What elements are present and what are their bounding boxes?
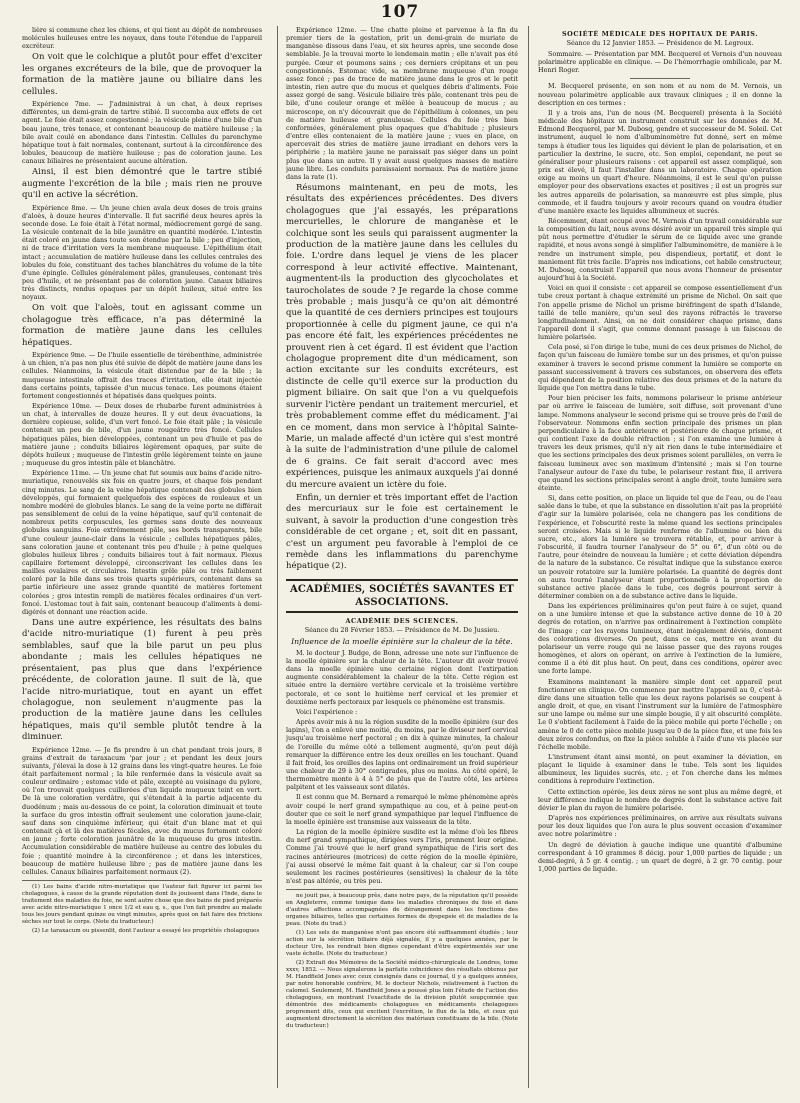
footnote: (1) Les bains d'acide nitro-muriatique que l'auteur fait figurer ici parmi les cholagogues, à cause de la grande réputation dont ils jouissent dans l'Inde, dans le traitement des maladies du foie, ne sont autre chose que des bains de pied préparés avec acide nitro-muriatique 1 once 1/2 et eau q. s., que l'on fait prendre au malade tous les jours pendant quinze ou vingt minutes, après quoi on fait faire des frictions sèches sur tout le corps. (Note du traducteur.) [22, 884, 262, 926]
paragraph: Dans une autre expérience, les résultats des bains d'acide nitro-muriatique (1) furent à peu près semblables, sauf que la bile parut un peu plus abondante ; mais les cellules hépatiques ne présentaient, pas plus que dans l'expérience précédente, de coloration jaune. Il suit de là, que l'acide nitro-muriatique, tout en ayant un effet cholagogue, non seulement n'augmente pas la production de la matière jaune dans les cellules hépatiques, mais qu'il semble plutôt tendre à la diminuer. [22, 618, 262, 743]
section-heading: ACADÉMIES, SOCIÉTÉS SAVANTES ET ASSOCIATIONS. [286, 579, 518, 613]
paragraph: On voit que le colchique a plutôt pour effet d'exciter les organes excréteurs de la bile, que de provoquer la formation de la matière jaune ou biliaire dans les cellules. [22, 52, 262, 97]
page-number: 107 [380, 2, 420, 22]
footnote-rule [22, 880, 262, 881]
paragraph: D'après nos expériences préliminaires, on arrive aux résultats suivans pour les deux liquides que l'on aura le plus souvent occasion d'examiner avec notre polarimètre : [538, 814, 782, 839]
paragraph: Voici l'expérience : [296, 707, 358, 716]
footnote-rule [286, 889, 518, 890]
session-line: Séance du 12 Janvier 1853. — Présidence de M. Legroux. [566, 39, 754, 47]
paragraph: Ainsi, il est bien démontré que le tartre stibié augmente l'excrétion de la bile ; mais rien ne prouve qu'il en active la sécrétion. [22, 167, 262, 201]
paragraph: Cette extinction opérée, les deux zéros ne sont plus au même degré, et leur différence indique le nombre de degrés dont la substance active fait dévier le plan du rayon de lumière polarisée. [538, 787, 782, 812]
paper-title: Influence de la moelle épinière sur la chaleur de la tête. [291, 636, 513, 646]
experiment-paragraph: Expérience 7me. — J'administrai à un chat, à deux reprises différentes, un demi-grain de tartre stibié. Il succomba aux effets de cet agent. Le foie était assez congestionné ; la vésicule pleine d'une bile d'un beau jaune, très tenace, et contenant beaucoup de matière huileuse ; la bile avait coulé en abondance dans l'intestin. Cellules du parenchyme hépatique tout à fait normales, contenant, surtout à la circonférence des lobules, beaucoup de matière huileuse ; pas de coloration jaune. Les canaux biliaires ne présentaient aucune altération. [22, 100, 262, 166]
footnote: (2) Le taraxacum ou pissenlit, dont l'auteur a essayé les propriétés cholagogues [32, 928, 260, 935]
paragraph: Cela posé, si l'on dirige le tube, muni de ces deux prismes de Nichol, de façon qu'un faisceau de lumière tombe sur un des prismes, et qu'on puisse examiner à travers le second prisme comment la lumière se comporte en passant successivement à travers ces substances, on observera des effets qui dépendent de la position relative des deux prismes et de la nature du liquide que l'on mettra dans le tube. [538, 343, 782, 393]
session-line: Séance du 28 Février 1853. — Présidence de M. De Jussieu. [304, 625, 500, 634]
paragraph: Dans les expériences préliminaires qu'on peut faire à ce sujet, quand on a une lumière intense et que la substance active donne de 10 à 20 degrés de rotation, on n'arrive pas ordinairement à l'extinction complète de l'image ; car les rayons lumineux, étant inégalement déviés, donnent des colorations diverses. On peut, dans ce cas, mettre en avant du polariseur un verre rouge qui ne laisse passer que des rayons rouges homogènes, et alors on opérant, on arrive à l'extinction de la lumière, comme il a été dit plus haut. On peut, dans ces conditions, opérer avec une forte lampe. [538, 602, 782, 676]
paragraph: Enfin, un dernier et très important effet de l'action des mercuriaux sur le foie est certainement le suivant, à savoir la production d'une congestion très considérable de cet organe ; et, soit dit en passant, c'est un argument peu favorable à l'emploi de ce remède dans les inflammations du parenchyme hépatique (2). [286, 492, 518, 572]
experiment-paragraph: Expérience 8me. — Un jeune chien avala deux doses de trois grains d'aloès, à douze heures d'intervalle. Il fut sacrifié deux heures après la seconde dose. Le foie était à l'état normal, médiocrement gorgé de sang. La vésicule contenait de la bile jaunâtre en quantité modérée. L'intestin était coloré en jaune dans toute son étendue par la bile ; peu d'injection, ni de trace d'irritation vers la membrane muqueuse. L'épithélium était intact ; accumulation de matière huileuse dans les cellules centrales des lobules du foie, constituant des taches blanchâtres du volume de la tête d'une épingle. Cellules généralement pâles, granuleuses, contenant très peu d'huile, et ne présentant pas de coloration jaune. Canaux biliaires très distincts, rendus opaques par un dépôt huileux, situé entre les noyaux. [22, 203, 262, 302]
paragraph: Récemment, étant occupé avec M. Vernois d'un travail considérable sur la composition du lait, nous avons désiré avoir un appareil très simple qui pût nous permettre d'étudier le sérum de ce liquide avec une grande rapidité, et nous avons songé à simplifier l'albuminomètre, de manière à le rendre un instrument simple, peu dispendieux, portatif, et dont le maniement fût très facile. D'après nos indications, cet habile constructeur, M. Dubosq, construisit l'appareil que nous avons l'honneur de présenter aujourd'hui à la Société. [538, 216, 782, 283]
paragraph: M. Becquerel présente, en son nom et au nom de M. Vernois, un nouveau polarimètre applicable aux travaux cliniques ; il en donne la description en ces termes : [538, 82, 782, 107]
experiment-paragraph: Expérience 9me. — De l'huile essentielle de térébenthine, administrée à un chien, n'a pas non plus été suivie de dépôt de matière jaune dans les cellules. Néanmoins, la vésicule était distendue par de la bile ; la muqueuse intestinale offrait des traces d'irritation, elle était injectée dans certains points, tapissée d'un mucus tenace. Les poumons étaient fortement congestionnés et hépatisés dans quelques points. [22, 351, 262, 400]
experiment-paragraph: Expérience 11me. — Un jeune chat fut soumis aux bains d'acide nitro-muriatique, renouvelés six fois en quatre jours, et chaque fois pendant cinq minutes. Le sang de la veine hépatique contenait des globules bien développés, qui formaient quelquefois des espèces de rouleaux et un nombre modéré de globules blancs. Le sang de la veine porte ne différait pas sensiblement de celui de la veine hépatique, sauf qu'il contenait de nombreux petits corpuscules, les germes sans doute des nouveaux globules sanguins. Foie extrêmement pâle, ses bords transparents, bile d'une couleur jaune-clair dans la vésicule ; cellules hépatiques pâles, sans coloration jaune et contenant très peu d'huile ; à peine quelques globules huileux libres ; conduits biliaires tout à fait normaux. Plexus capillaire fortement développé, circonscrivant les cellules dans les mailles ovalaires et circulaires. Intestin grêle pâle ou très faiblement coloré par la bile dans ses trois quarts supérieurs, contenant dans sa partie inférieure une assez grande quantité de matières fortement colorées ; gros intestin rempli de matières fécales ordinaires d'un vert-foncé. L'estomac tout à fait sain, contenant beaucoup d'aliments à demi-digérés et donnant une réaction acide. [22, 469, 262, 616]
paragraph: Voici en quoi il consiste : cet appareil se compose essentiellement d'un tube creux portant à chaque extrémité un prisme de Nichol. On sait que l'on appelle prisme de Nichol un prisme biréfringent de spath d'Islande, taillé de telle manière, qu'un seul des rayons réfractés le traverse longitudinalement. Ainsi, on ne doit considérer chaque prisme, dans l'appareil dont il s'agit, que comme donnant passage à un faisceau de lumière polarisée. [538, 284, 782, 342]
experiment-paragraph: Expérience 12me. — Je fis prendre à un chat pendant trois jours, 8 grains d'extrait de taraxacum 'par jour ; et pendant les deux jours suivants, j'élevai la dose à 12 grains dans les vingt-quatre heures. Le foie était parfaitement normal ; la bile renfermée dans la vésicule avait sa couleur ordinaire ; estomac vide et pâle, excepté au voisinage du pylore, où l'on trouvait quelques cuillerées d'un liquide muqueux teint en vert. De là une coloration verdâtre, qui s'étendait à la partie adjacente du duodénum ; mais au-dessous de ce point, la coloration diminuait et toute la surface du gros intestin offrait seulement une coloration jaune-clair, sauf dans son cinquième inférieur, qui était d'un blanc mat et qui contenait çà et là des matières fécales, avec du mucus fortement coloré en jaune ; forte coloration jaunâtre de la muqueuse du gros intestin. Accumulation considérable de matière huileuse au centre des lobules du foie ; quantité moindre à la circonférence ; et dans les interstices, beaucoup de matière huileuse libre ; pas de matière jaune dans les cellules. Canaux biliaires parfaitement normaux (2). [22, 745, 262, 876]
column-right [538, 26, 782, 1092]
paragraph: Pour bien préciser les faits, nommons polariseur le prisme antérieur par où arrive le faisceau de lumière, soit diffuse, soit provenant d'une lampe. Nommons analyseur le second prisme qui se trouve près de l'œil de l'observateur. Nommons enfin section principale des prismes un plan perpendiculaire à la face antérieure et postérieure de chaque prisme, et qui contient l'axe de double réfraction ; si l'on examine une lumière à travers les deux prismes, qu'il n'y ait rien dans le tube intermédiaire et que les sections principales des deux prismes soient parallèles, on verra le faisceau lumineux avec son maximum d'intensité ; mais si l'on tourne l'analyseur autour de l'axe du tube, le polariseur restant fixe, il arrivera que quand les sections principales seront à angle droit, toute lumière sera éteinte. [538, 394, 782, 492]
paragraph: Examinons maintenant la manière simple dont cet appareil peut fonctionner en clinique. On commence par mettre l'appareil au 0, c'est-à-dire dans une situation telle que les deux rayons polarisés se coupent à angle droit, et que, en visant l'instrument sur la lumière de l'atmosphère sur une lampe ou même sur une simple bougie, il y ait obscurité complète. Le 0 s'obtient facilement à l'aide de la pièce mobile qui porte l'échelle ; on amène le 0 de cette pièce mobile jusqu'au 0 de la pièce fixe, et une fois les deux zéros confondus, on fixe la pièce soluble à l'aide d'une vis placée sur l'échelle mobile. [538, 677, 782, 751]
paragraph: M. le docteur J. Budge, de Bonn, adresse une note sur l'influence de la moelle épinière sur la chaleur de la tête. L'auteur dit avoir trouvé dans la moelle épinière une certaine région dont l'extirpation augmente considérablement la chaleur de la tête. Cette région est située entre la dernière vertèbre cervicale et la troisième vertèbre pectorale, et ce sont le huitième nerf cervical et les premier et deuxième nerfs pectoraux par lesquels ce phénomène est transmis. [286, 648, 518, 706]
divider [630, 78, 690, 79]
summary: Sommaire. — Présentation par MM. Becquerel et Vernois d'un nouveau polarimètre applicable en clinique. — De l'hémorrhagie ombilicale, par M. Henri Roger. [538, 50, 782, 75]
column-rule [277, 26, 278, 1088]
paragraph: Résumons maintenant, en peu de mots, les résultats des expériences précédentes. Des divers cholagogues que j'ai essayés, les préparations mercurielles, le chlorure de manganèse et le colchique sont les seuls qui paraissent augmenter la production de la matière jaune dans les cellules du foie. L'ordre dans lequel je viens de les placer correspond à leur activité effective. Maintenant, augmentent-ils la production des glycocholates et taurocholates de soude ? Je regarde la chose comme très probable ; mais jusqu'à ce qu'on ait démontré que la quantité de ces derniers principes est toujours proportionnée à celle du pigment jaune, ce qui n'a pas encore été fait, les expériences précédentes ne prouvent rien à cet égard. Il est évident que l'action cholagogue proprement dite d'un médicament, son action excitante sur les conduits excréteurs, est distincte de celle qu'il exerce sur la production du pigment biliaire. On sait que l'on a vu quelquefois survenir l'ictère pendant un traitement mercuriel, et très probablement comme effet du médicament. J'ai en ce moment, dans mon service à l'hôpital Sainte-Marie, un malade affecté d'un ictère qui s'est montré à la suite de l'administration d'une pilule de calomel de 6 grains. Ce fait serait d'accord avec mes expériences, puisque les animaux auxquels j'ai donné du mercure avaient un ictère du foie. [286, 182, 518, 490]
paragraph: Si, dans cette position, on place un liquide tel que de l'eau, ou de l'eau salée dans le tube, et que la substance en dissolution n'ait pas la propriété d'agir sur la lumière polarisée, cela ne changera pas les conditions de l'expérience, et l'obscurité reste la même quand les sections principales seront croisées. Mais si le liquide renferme de l'albumine ou bien du sucre, etc., alors la lumière se trouvera rétablie, et, pour arriver à l'obscurité, il faudra tourner l'analyseur de 5° ou 6°, d'un côté ou de l'autre, pour éteindre de nouveau la lumière ; et cette déviation dépendra de la nature de la substance. Ce résultat indique que la substance exerce un pouvoir rotatoire sur la lumière polarisée. La quantité de degrés dont on aura tourné l'analyseur étant proportionnelle à la proportion de substance active placée dans le tube, ces degrés pourront servir à déterminer combien on a de substance active dans le liquide. [538, 494, 782, 600]
paragraph: Après avoir mis à nu la région susdite de la moelle épinière (sur des lapins), l'on a enlevé une moitié, du moins, par le diviseur nerf cervical jusqu'au troisième nerf pectoral ; en dix à quinze minutes, la chaleur de l'oreille du même côté a tellement augmenté, qu'on peut déjà remarquer la différence entre les deux oreilles en les touchant. Quand il fait froid, les oreilles des lapins ont ordinairement un froid supérieur une chaleur de 29 à 30° centigrades, plus ou moins. Au côté opéré, le thermomètre monte à 4 à 5° de plus que de l'autre côté, les artères palpitent et les vaisseaux sont dilatés. [286, 718, 518, 792]
column-middle [286, 26, 518, 1092]
footnote: (2) Extrait des Mémoires de la Société médico-chirurgicale de Londres, tome xxxv, 1852. — Nous signalerons la parfaite coïncidence des résultats obtenus par M. Handfield Jones avec ceux consignés dans ce journal, il y a quelques années, par notre honorable confrère, M. le docteur Nichols, relativement à l'action du calomel. Seulement, M. Handfield Jones a poussé plus loin l'étude de l'action des cholagogues, en montrant l'exactitude de la division plutôt soupçonnée que démontrée des médicaments cholagogues en médicaments cholagogues proprement dits, ceux qui excitent l'excrétion, le flux de la bile, et ceux qui augmentent directement la sécrétion des matériaux constituans de la bile. (Note du traducteur.) [286, 960, 518, 1030]
column-rule [528, 26, 529, 1088]
footnote: ne jouit pas, à beaucoup près, dans notre pays, de la réputation qu'il possède en Angleterre, comme tonique dans les maladies chroniques du foie et dans d'autres affections accompagnées de dérangement dans les fonctions des organes biliaires, telles que certaines formes de dyspepsie et de maladies de la peau. (Note du trad.) [286, 893, 518, 928]
paragraph: Un degré de déviation à gauche indique une quantité d'albumine correspondant à 10 grammes 8 décig. pour 1,000 parties de liquide ; un demi-degré, à 5 gr. 4 centig. ; un quart de degré, à 2 gr. 70 centig. pour 1,000 parties de liquide. [538, 840, 782, 873]
experiment-paragraph: Expérience 12me. — Une chatte pleine et parvenue à la fin du premier tiers de la gestation, prit un demi-grain de muriate de manganèse dissous dans l'eau, et six heures après, une seconde dose semblable. Je la trouvai morte le lendemain matin ; elle n'avait pas été purgée. Cœur et poumons sains ; ces derniers crépitans et un peu congestionnés. Estomac vide, sa membrane muqueuse d'un rouge assez foncé ; pas de trace de matière jaune dans le gros et le petit intestin, rien autre que du mucus et quelques débris d'aliments. Foie assez gorgé de sang. Vésicule biliaire très pâle, contenant très peu de bile, d'une couleur orange et mêlée à beaucoup de mucus ; au microscope, on n'y découvrait que de l'épithélium à colonnes, un peu de matière huileuse et granuleuse. Cellules du foie très bien conformées, généralement plus opaques que d'habitude ; plusieurs d'entre elles contenaient de la matière jaune ; vues en place, on apercevait des stries de matière jaune irradiant en dehors vers la périphérie ; la matière jaune ne paraissait pas siéger dans un point plus que dans un autre. Il y avait aussi quelques masses de matière jaune libre. Les conduits paraissaient normaux. Pas de matière jaune dans la rate (1). [286, 26, 518, 181]
column-left [22, 26, 262, 1092]
paragraph: On voit que l'aloès, tout en agissant comme un cholagogue très efficace, n'a pas déterminé la formation de matière jaune dans les cellules hépatiques. [22, 303, 262, 348]
paragraph: L'instrument étant ainsi monté, on peut examiner la déviation, en plaçant le liquide à examiner dans le tube. Tels sont les liquides albumineux, les liquides sucrés, etc. ; et l'on cherche dans les mêmes conditions à reproduire l'extinction. [538, 752, 782, 786]
paragraph: La région de la moelle épinière susdite est la même d'où les fibres du nerf grand sympathique, dirigées vers l'iris, prennent leur origine. Comme j'ai trouvé que le nerf grand sympathique de l'iris sort des racines antérieures (motrices) de cette région de la moelle épinière, j'ai aussi observé le même fait quant à la chaleur, car si l'on coupe seulement les racines postérieures (sensitives) la chaleur de la tête n'est pas altérée, ou très peu. [286, 828, 518, 885]
society-name: SOCIÉTÉ MÉDICALE DES HOPITAUX DE PARIS. [561, 30, 759, 38]
footnote: (1) Les sels de manganèse n'ont pas encore été suffisamment étudiés ; leur action sur la sécrétion biliaire déjà signalée, il y a quelques années, par le docteur Ure, les rendrait bien dignes cependant d'être expérimentés sur une vaste échelle. (Note du traducteur.) [286, 930, 518, 958]
paragraph: Il y a trois ans, l'un de nous (M. Becquerel) présenta à la Société médicale des hôpitaux un instrument construit sur les données de M. Edmond Becquerel, par M. Dubosq, gendre et successeur de M. Soleil. Cet instrument, auquel le nom d'albuminomètre fut donné, sert en même temps à étudier tous les liquides qui dévient le plan de polarisation, et en particulier la dextrine, le sucre, etc. Son emploi, cependant, ne peut se généraliser pour plusieurs raisons : cet appareil est assez compliqué, son prix est élevé, il faut l'installer dans un laboratoire. Chaque opération exige au moins un quart d'heure. Néanmoins, il est le seul qu'on puisse employer pour des observations exactes et positives ; il est un progrès sur les autres appareils de polarisation, sa manœuvre est plus simple, plus commode, et il faudra toujours y avoir recours quand on voudra étudier d'une manière exacte les liquides albumineux et sucrés. [538, 108, 782, 215]
paragraph: Il est connu que M. Bernard a remarqué le même phénomène après avoir coupé le nerf grand sympathique au cou, et à peine peut-on douter que ce soit le nerf grand sympathique par lequel l'influence de la moelle épinière est transmise aux vaisseaux de la tête. [286, 793, 518, 826]
paragraph: lière si commune chez les chiens, et qui tient au dépôt de nombreuses molécules huileuses entre les noyaux, dans toute l'étendue de l'appareil excréteur. [22, 26, 262, 51]
experiment-paragraph: Expérience 10me. — Deux doses de rhubarbe furent administrées à un chat, à intervalles de douze heures. Il y eut deux évacuations, la dernière copieuse, solide, d'un vert foncé. Le foie était pâle ; la vésicule contenait un peu de bile, d'un jaune rougeâtre très foncé. Cellules hépatiques pâles, bien développées, contenant un peu d'huile et pas de matière jaune ; conduits biliaires légèrement opaques, par suite de dépôts huileux ; muqueuse de l'intestin grêle légèrement teinte en jaune ; muqueuse du gros intestin pâle et blanchâtre. [22, 402, 262, 468]
academy-name: ACADÉMIE DES SCIENCES. [345, 616, 459, 625]
